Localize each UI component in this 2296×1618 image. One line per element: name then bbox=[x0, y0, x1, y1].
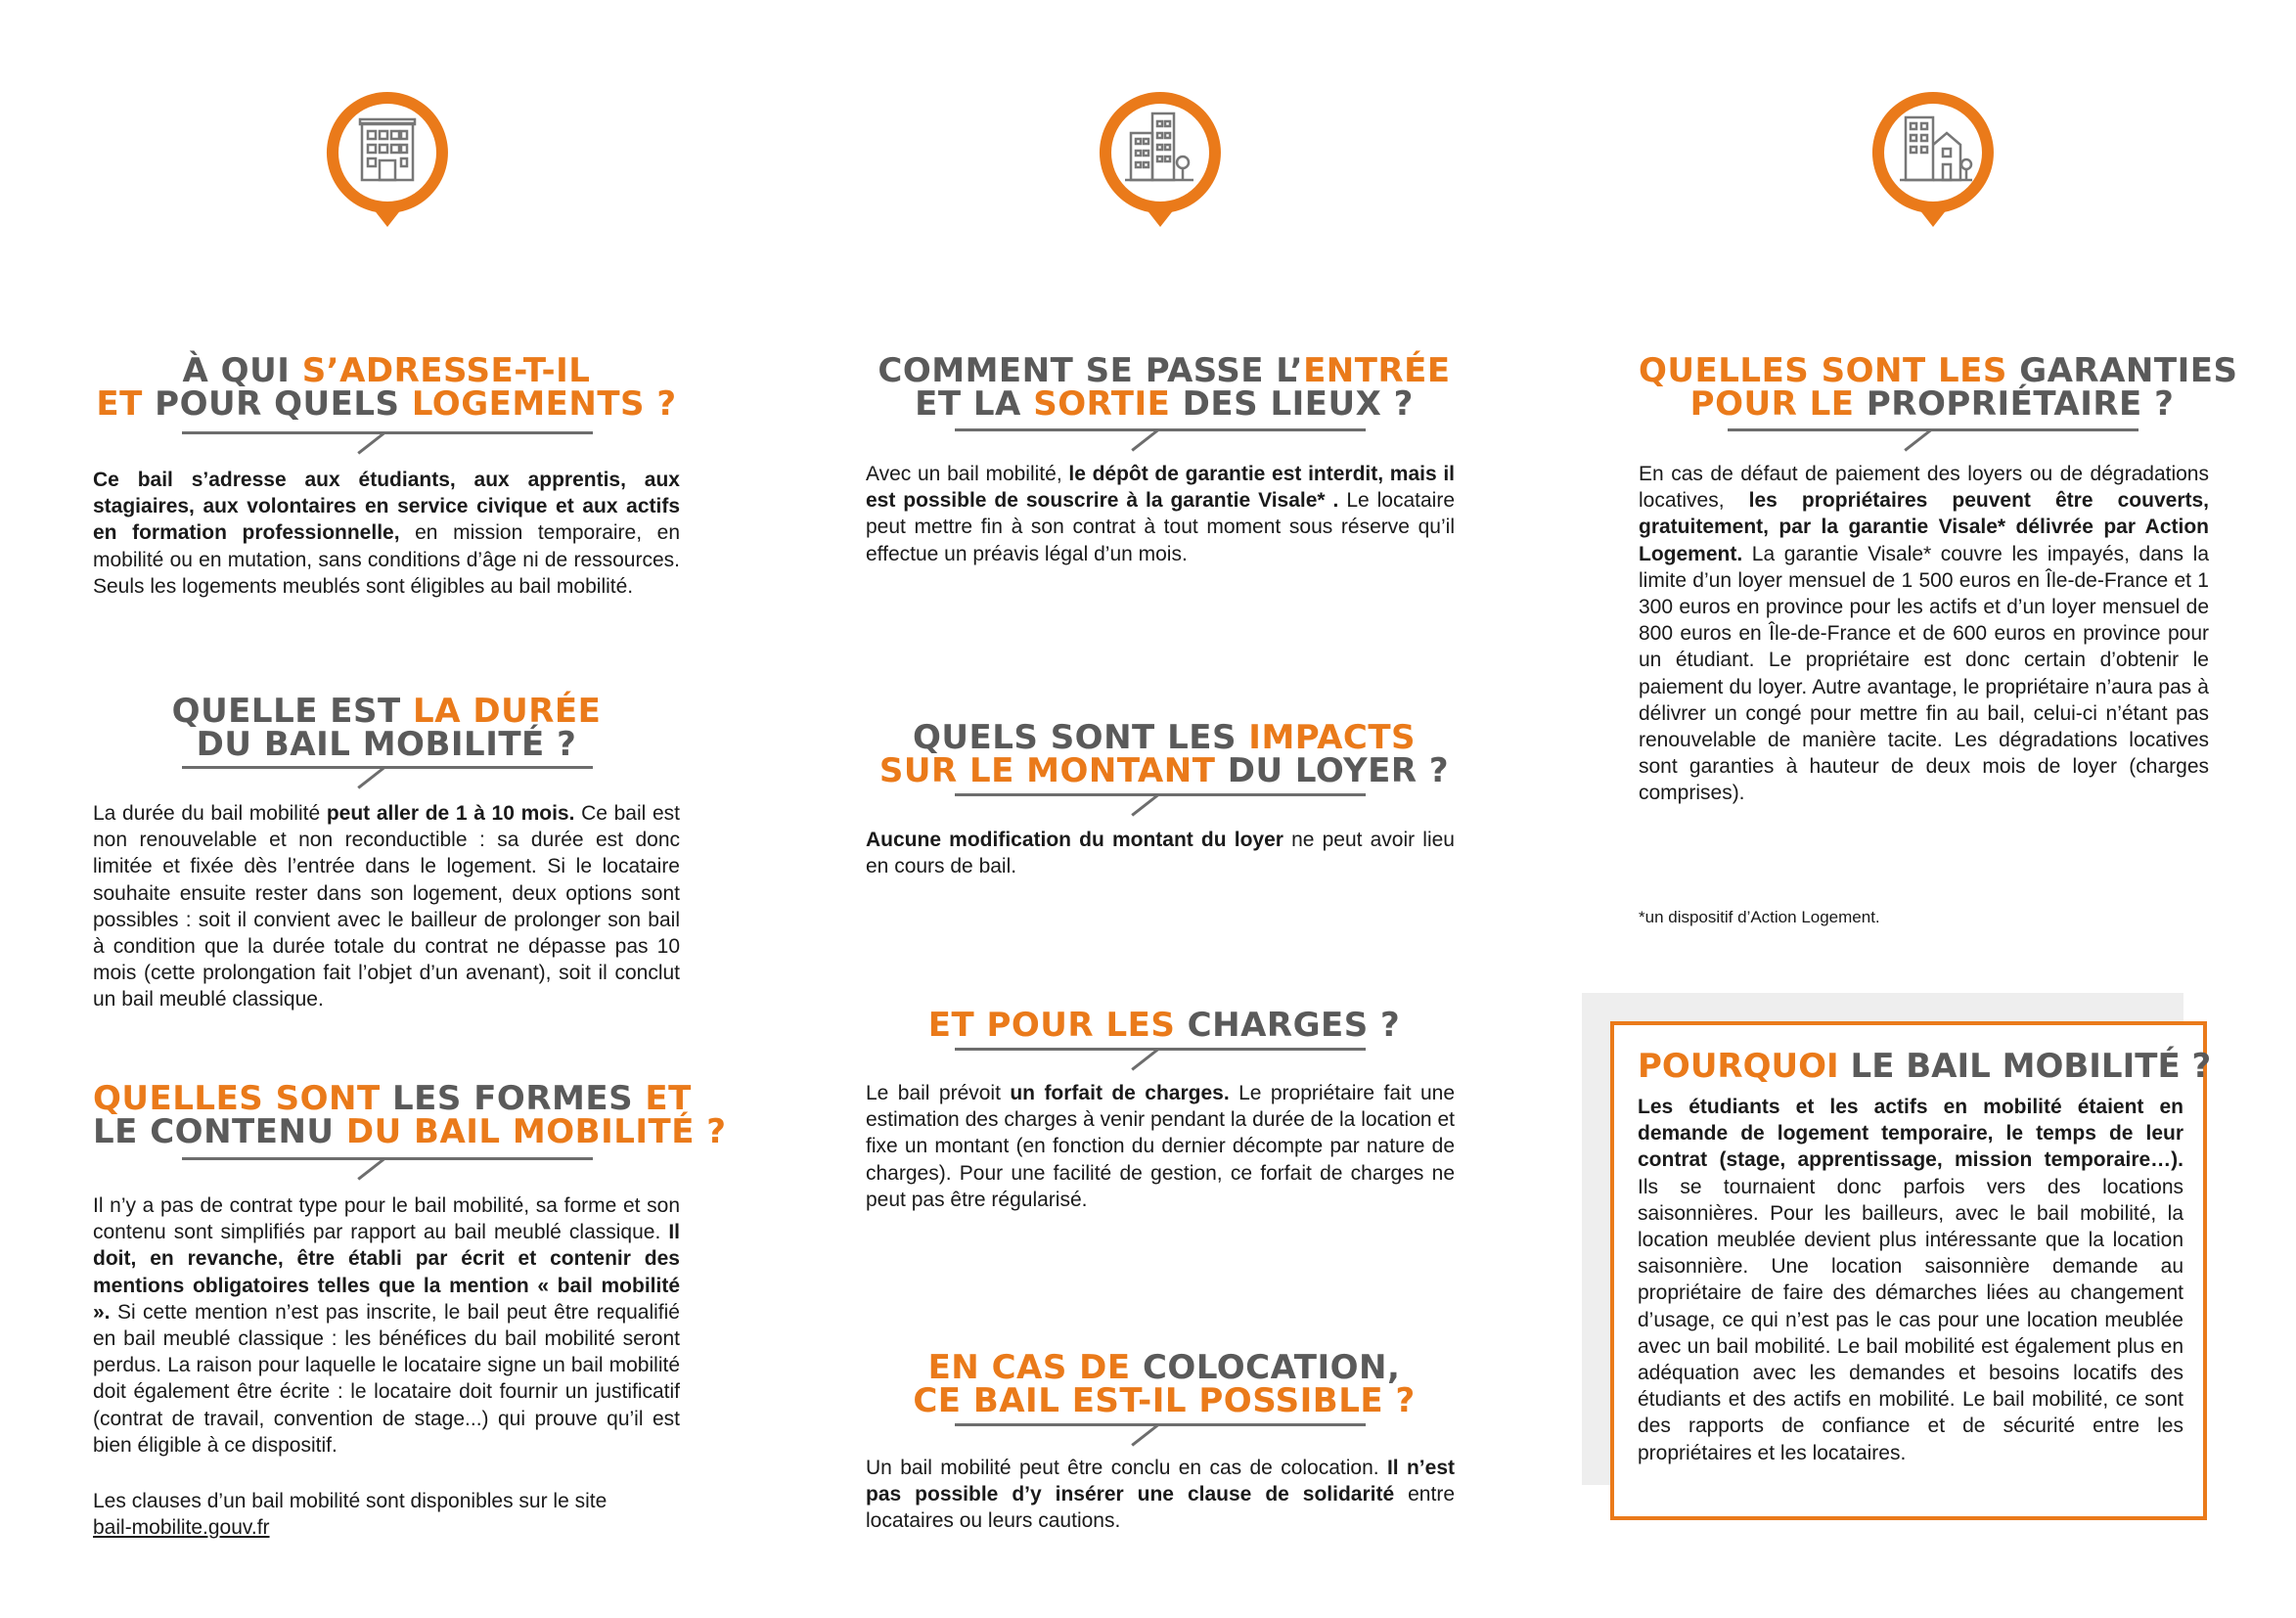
heading-tick bbox=[1131, 1048, 1159, 1070]
heading-rule bbox=[182, 431, 593, 434]
heading-a-qui: À QUI S’ADRESSE-T-IL ET POUR QUELS LOGEMENTS ? bbox=[96, 351, 677, 424]
section-colocation-text: Un bail mobilité peut être conclu en cas de colocation. Il n’est pas possible d’y insérer une clause de solidarité entre locataires ou leurs cautions. bbox=[866, 1457, 1455, 1533]
section-formes-clauses: Les clauses d’un bail mobilité sont disponibles sur le site bail-mobilite.gouv.fr bbox=[93, 1490, 608, 1540]
section-entree-text: Avec un bail mobilité, le dépôt de garantie est interdit, mais il est possible de souscrire à la garantie Visale* . Le locataire peut mettre fin à son contrat à tout moment sous réserve qu’il effectue un préavis légal d’un mois. bbox=[866, 463, 1456, 565]
building-pin-icon bbox=[319, 84, 456, 221]
heading-tick bbox=[357, 766, 385, 788]
pourquoi-title: POURQUOI LE BAIL MOBILITÉ ? bbox=[1638, 1047, 2212, 1086]
pourquoi-box bbox=[1610, 1021, 2212, 1520]
heading-rule bbox=[182, 1157, 593, 1160]
heading-formes: QUELLES SONT LES FORMES ET LE CONTENU DU BAIL MOBILITÉ ? bbox=[93, 1079, 727, 1151]
section-charges-text: Le bail prévoit un forfait de charges. Le propriétaire fait une estimation des charges à venir pendant la durée de la location et fixe un montant (en fonction du dernier décompte par nature de charges). Pour une facilité de gestion, ce forfait de charges ne peut pas être régularisé. bbox=[866, 1082, 1455, 1211]
heading-entree-sortie: COMMENT SE PASSE L’ENTRÉE ET LA SORTIE DES LIEUX ? bbox=[878, 351, 1451, 424]
heading-tick bbox=[1904, 428, 1932, 451]
pourquoi-text: Les étudiants et les actifs en mobilité étaient en demande de logement temporaire, le temps de leur contrat (stage, apprentissage, mission temporaire…). Ils se tournaient donc parfois vers des locations saisonnières. Pour les bailleurs, avec le bail mobilité, la location meublée devient plus intéressante que la location saisonnière. Une location saisonnière demande au propriétaire de faire des démarches liées au changement d’usage, ce qui n’est pas le cas pour une location meublée avec un bail mobilité. Le bail mobilité est également plus en adéquation avec les demandes et besoins locatifs des étudiants et des actifs en mobilité. Le bail mobilité, ce sont des rapports de confiance et de sécurité entre les propriétaires et les locataires. bbox=[1638, 1096, 2183, 1464]
footnote-action-logement: *un dispositif d’Action Logement. bbox=[1639, 908, 1880, 926]
heading-rule bbox=[955, 1423, 1366, 1426]
heading-duree: QUELLE EST LA DURÉE DU BAIL MOBILITÉ ? bbox=[171, 692, 602, 764]
heading-tick bbox=[357, 431, 385, 454]
heading-tick bbox=[1131, 1423, 1159, 1446]
heading-rule bbox=[955, 793, 1366, 796]
section-impacts-text: Aucune modification du montant du loyer ne peut avoir lieu en cours de bail. bbox=[866, 829, 1455, 878]
heading-colocation: EN CAS DE COLOCATION, CE BAIL EST-IL POSSIBLE ? bbox=[913, 1348, 1416, 1420]
heading-rule bbox=[182, 766, 593, 769]
heading-tick bbox=[1131, 793, 1159, 816]
heading-garanties: QUELLES SONT LES GARANTIES POUR LE PROPRIÉTAIRE ? bbox=[1639, 351, 2238, 424]
heading-charges: ET POUR LES CHARGES ? bbox=[927, 1006, 1401, 1045]
heading-tick bbox=[357, 1157, 385, 1180]
heading-tick bbox=[1131, 428, 1159, 451]
heading-impacts: QUELS SONT LES IMPACTS SUR LE MONTANT DU LOYER ? bbox=[878, 718, 1450, 790]
houses-pin-icon bbox=[1865, 84, 2002, 221]
section-duree-text: La durée du bail mobilité peut aller de 1 à 10 mois. Ce bail est non renouvelable et non reconductible : sa durée est donc limitée et fixée dès l’entrée dans le logement. Si le locataire souhaite ensuite rester dans son logement, deux options sont possibles : soit il convient avec le bailleur de prolonger son bail à condition que la durée totale du contrat ne dépasse pas 10 mois (cette prolongation fait l’objet d’un avenant), soit il conclut un bail meublé classique. bbox=[93, 802, 680, 1011]
towers-pin-icon bbox=[1092, 84, 1229, 221]
heading-rule bbox=[955, 1048, 1366, 1051]
section-a-qui-text: Ce bail s’adresse aux étudiants, aux apprentis, aux stagiaires, aux volontaires en service civique et aux actifs en formation professionnelle, en mission temporaire, en mobilité ou en mutation, sans conditions d’âge ni de ressources. Seuls les logements meublés sont éligibles au bail mobilité. bbox=[93, 469, 680, 598]
section-garanties-text: En cas de défaut de paiement des loyers ou de dégradations locatives, les propriétaires peuvent être couverts, gratuitement, par la garantie Visale* délivrée par Action Logement. La garantie Visale* couvre les impayés, dans la limite d’un loyer mensuel de 1 500 euros en Île-de-France et 1 300 euros en province pour les actifs et d’un loyer mensuel de 800 euros en Île-de-France et de 600 euros en province pour un étudiant. Le propriétaire est donc certain d’obtenir le paiement du loyer. Autre avantage, le propriétaire n’aura pas à délivrer un congé pour mettre fin au bail, celui-ci n’étant pas renouvelable de manière tacite. Les dégradations locatives sont garanties à hauteur de deux mois de loyer (charges comprises). bbox=[1639, 463, 2209, 805]
heading-rule bbox=[1728, 428, 2138, 431]
heading-rule bbox=[955, 428, 1366, 431]
bail-mobilite-link[interactable]: bail-mobilite.gouv.fr bbox=[93, 1516, 270, 1540]
section-formes-text: Il n’y a pas de contrat type pour le bail mobilité, sa forme et son contenu sont simplifiés par rapport au bail meublé classique. Il doit, en revanche, être établi par écrit et contenir des mentions obligatoires telles que la mention « bail mobilité ». Si cette mention n’est pas inscrite, le bail peut être requalifié en bail meublé classique : les bénéfices du bail mobilité seront perdus. La raison pour laquelle le locataire signe un bail mobilité doit également être écrite : le locataire doit fournir un justificatif (contrat de travail, convention de stage...) qui prouve qu’il est bien éligible à ce dispositif. bbox=[93, 1194, 680, 1457]
